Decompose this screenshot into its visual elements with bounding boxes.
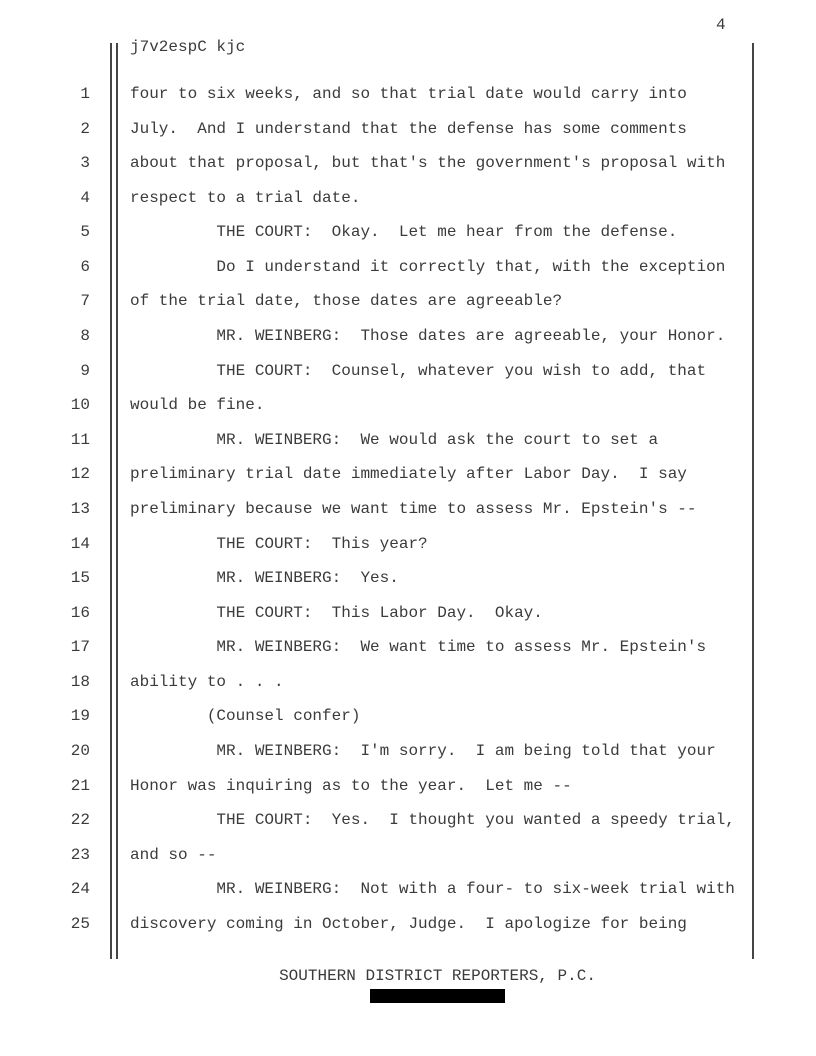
- transcript-line: discovery coming in October, Judge. I apologize for being: [130, 914, 687, 933]
- line-number: 14: [70, 534, 90, 553]
- line-number-column: [0, 77, 90, 941]
- line-number: 23: [70, 845, 90, 864]
- transcript-line: MR. WEINBERG: We would ask the court to set a: [130, 430, 659, 449]
- line-number: 11: [70, 430, 90, 449]
- line-number: 21: [70, 776, 90, 795]
- transcript-line: would be fine.: [130, 396, 265, 415]
- line-number: 22: [70, 811, 90, 830]
- line-number: 25: [70, 914, 90, 933]
- line-number: 13: [70, 499, 90, 518]
- line-number: 10: [70, 396, 90, 415]
- line-number: 17: [70, 638, 90, 657]
- line-number: 6: [80, 257, 90, 276]
- redaction-bar: [370, 989, 505, 1003]
- line-number: 24: [70, 880, 90, 899]
- transcript-line: respect to a trial date.: [130, 188, 361, 207]
- transcript-line: THE COURT: Counsel, whatever you wish to add, that: [130, 361, 707, 380]
- transcript-text-column: [130, 77, 735, 941]
- page-number: 4: [716, 16, 726, 34]
- line-number: 12: [70, 465, 90, 484]
- left-margin-rule-inner: [116, 43, 118, 959]
- transcript-line: Honor was inquiring as to the year. Let me --: [130, 776, 572, 795]
- line-number: 20: [70, 741, 90, 760]
- transcript-line: preliminary trial date immediately after Labor Day. I say: [130, 465, 687, 484]
- transcript-line: about that proposal, but that's the government's proposal with: [130, 154, 726, 173]
- transcript-line: MR. WEINBERG: Yes.: [130, 569, 399, 588]
- transcript-line: THE COURT: This year?: [130, 534, 428, 553]
- line-number: 2: [80, 119, 90, 138]
- transcript-line: four to six weeks, and so that trial date would carry into: [130, 85, 687, 103]
- transcript-line: Do I understand it correctly that, with the exception: [130, 257, 726, 276]
- line-number: 19: [70, 707, 90, 726]
- left-margin-rule-outer: [110, 43, 112, 959]
- transcript-line: ability to . . .: [130, 672, 284, 691]
- line-number: 7: [80, 292, 90, 311]
- line-number: 3: [80, 154, 90, 173]
- right-margin-rule: [752, 43, 754, 959]
- line-number: 8: [80, 327, 90, 346]
- transcript-line: MR. WEINBERG: I'm sorry. I am being told that your: [130, 741, 716, 760]
- line-number: 16: [70, 603, 90, 622]
- transcript-line: July. And I understand that the defense has some comments: [130, 119, 687, 138]
- line-number: 9: [80, 361, 90, 380]
- transcript-line: MR. WEINBERG: Those dates are agreeable, your Honor.: [130, 327, 726, 346]
- transcript-line: of the trial date, those dates are agreeable?: [130, 292, 563, 311]
- line-number: 18: [70, 672, 90, 691]
- line-number: 15: [70, 569, 90, 588]
- line-number: 4: [80, 188, 90, 207]
- transcript-line: and so --: [130, 845, 217, 864]
- transcript-line: THE COURT: Yes. I thought you wanted a speedy trial,: [130, 811, 735, 830]
- transcript-line: preliminary because we want time to assess Mr. Epstein's --: [130, 499, 697, 518]
- transcript-line: THE COURT: Okay. Let me hear from the defense.: [130, 223, 678, 242]
- transcript-line: MR. WEINBERG: Not with a four- to six-week trial with: [130, 880, 735, 899]
- line-number: 5: [80, 223, 90, 242]
- transcript-line: THE COURT: This Labor Day. Okay.: [130, 603, 543, 622]
- transcript-header-id: j7v2espC kjc: [130, 38, 246, 56]
- transcript-line: MR. WEINBERG: We want time to assess Mr. Epstein's: [130, 638, 707, 657]
- transcript-line: (Counsel confer): [130, 707, 361, 726]
- reporter-footer: SOUTHERN DISTRICT REPORTERS, P.C.: [279, 967, 596, 985]
- line-number: 1: [80, 85, 90, 103]
